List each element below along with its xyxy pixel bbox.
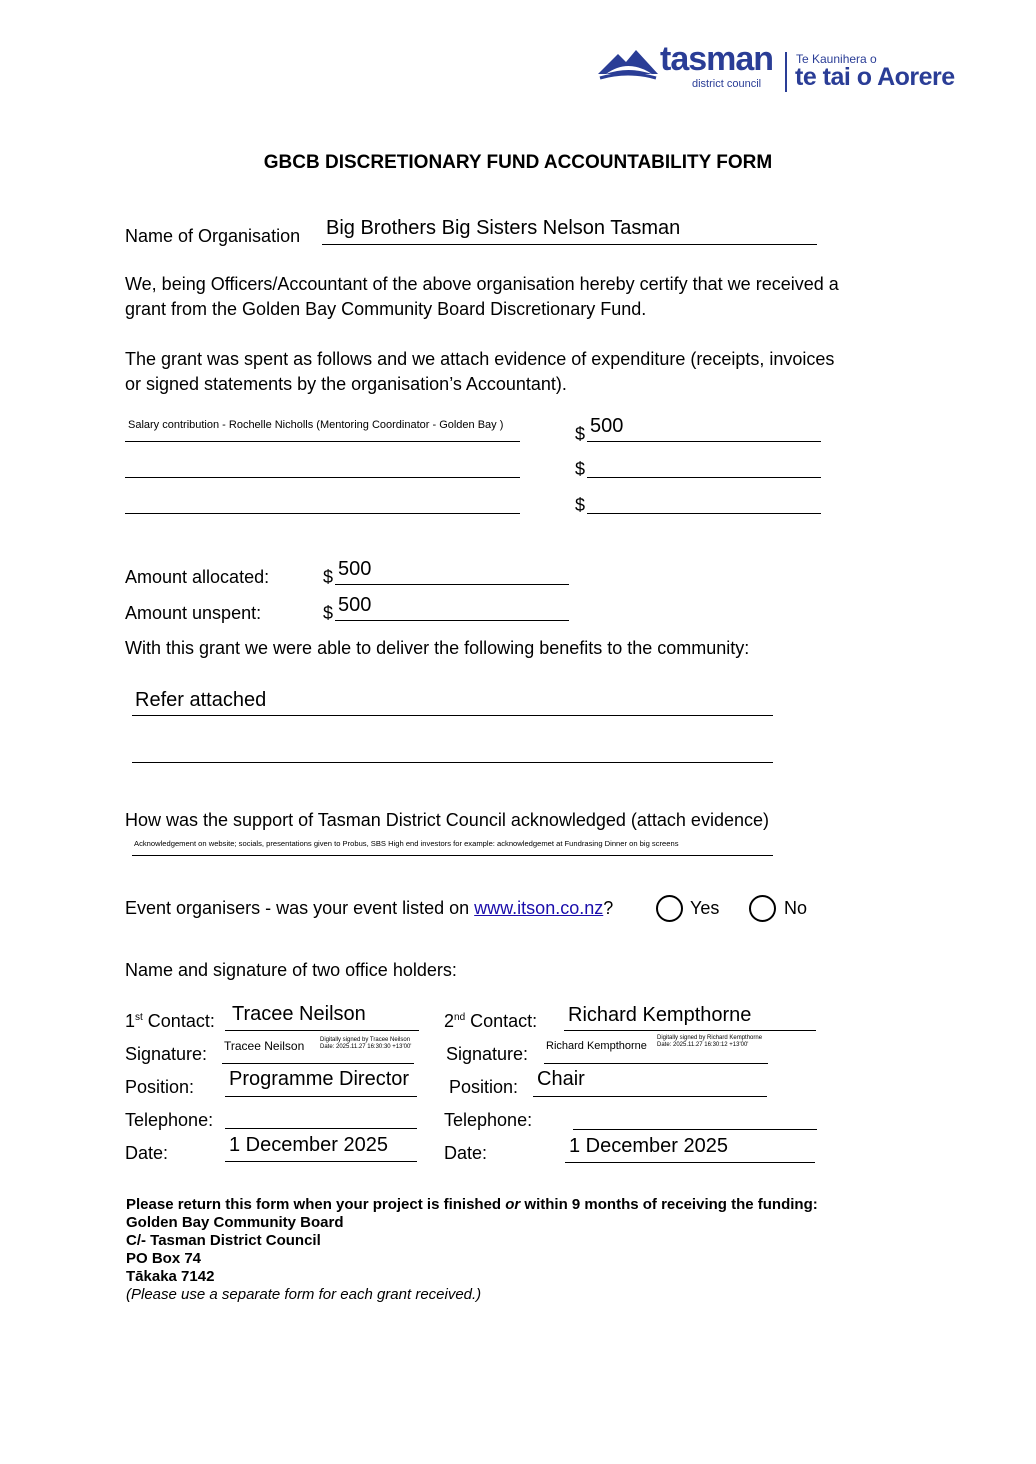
contact-1-name[interactable]: Tracee Neilson — [232, 1003, 366, 1025]
contact-2-date[interactable]: 1 December 2025 — [569, 1135, 728, 1157]
contact-2-position-label: Position: — [449, 1077, 519, 1097]
contact-1-label: 1st Contact: — [125, 1011, 215, 1031]
unspent-dollar: $ — [323, 603, 334, 623]
contact-1-signature-label: Signature: — [125, 1044, 208, 1064]
return-instructions — [126, 1196, 818, 1304]
expense-amount-line-2 — [587, 477, 821, 478]
spent-line-2: or signed statements by the organisation’s Accountant). — [125, 374, 567, 394]
contact-2-signature[interactable]: Richard Kempthorne — [546, 1040, 647, 1052]
itson-link[interactable]: www.itson.co.nz — [474, 898, 604, 918]
address-line-2: C/- Tasman District Council — [126, 1232, 321, 1249]
no-label: No — [784, 898, 808, 918]
allocated-underline — [335, 584, 569, 585]
unspent-label: Amount unspent: — [125, 603, 262, 623]
org-value[interactable]: Big Brothers Big Sisters Nelson Tasman — [326, 217, 681, 239]
contact-1-date-line — [225, 1161, 417, 1162]
expense-description-line-3 — [125, 513, 520, 514]
contact-1-date-label: Date: — [125, 1143, 169, 1163]
contact-1-signature-note: Digitally signed by Tracee Neilson Date: 2025.11.27 16:30:30 +13'00' — [320, 1037, 412, 1050]
contact-2-signature-line — [544, 1063, 768, 1064]
holders-label: Name and signature of two office holders: — [125, 960, 457, 980]
contact-2-signature-label: Signature: — [446, 1044, 529, 1064]
expense-description-line-2 — [125, 477, 520, 478]
contact-1-position[interactable]: Programme Director — [229, 1068, 410, 1090]
expense-amount-line-1 — [587, 441, 821, 442]
mountain-logo-icon — [596, 40, 660, 82]
logo-maori-name: te tai o Aorere — [795, 63, 955, 91]
contact-1-signature-line — [222, 1063, 414, 1064]
contact-1-date[interactable]: 1 December 2025 — [229, 1134, 388, 1156]
expense-dollar-1: $ — [575, 424, 586, 444]
expense-dollar-2: $ — [575, 459, 586, 479]
contact-1-signature[interactable]: Tracee Neilson — [224, 1039, 305, 1053]
logo-district-council: district council — [692, 78, 762, 90]
contact-2-date-line — [565, 1162, 815, 1163]
return-heading: Please return this form when your project is finished or within 9 months of receiving the funding: — [126, 1196, 818, 1213]
expense-description-1[interactable]: Salary contribution - Rochelle Nicholls (Mentoring Coordinator - Golden Bay ) — [128, 419, 504, 431]
separate-form-note: (Please use a separate form for each grant received.) — [126, 1286, 482, 1303]
contact-1-telephone-label: Telephone: — [125, 1110, 214, 1130]
form-title: GBCB DISCRETIONARY FUND ACCOUNTABILITY FORM — [263, 152, 773, 173]
unspent-value[interactable]: 500 — [338, 594, 372, 616]
event-question-mark: ? — [603, 898, 614, 918]
address-line-4: Tākaka 7142 — [126, 1268, 215, 1285]
address-line-1: Golden Bay Community Board — [126, 1214, 344, 1231]
address-line-3: PO Box 74 — [126, 1250, 202, 1267]
expense-description-line-1 — [125, 441, 520, 442]
unspent-underline — [335, 620, 569, 621]
contact-1-telephone-line — [225, 1128, 417, 1129]
allocated-value[interactable]: 500 — [338, 558, 372, 580]
certify-line-1: We, being Officers/Accountant of the above organisation hereby certify that we received a — [125, 274, 839, 294]
event-question-text: Event organisers - was your event listed on — [125, 898, 475, 918]
benefits-label: With this grant we were able to deliver the following benefits to the community: — [125, 638, 750, 658]
certify-line-2: grant from the Golden Bay Community Board Discretionary Fund. — [125, 299, 647, 319]
contact-2-telephone-line — [573, 1129, 817, 1130]
logo-divider — [785, 52, 787, 92]
logo-maori-small: Te Kaunihera o — [796, 52, 877, 66]
contact-2-label: 2nd Contact: — [444, 1011, 538, 1031]
acknowledged-label: How was the support of Tasman District Council acknowledged (attach evidence) — [125, 810, 769, 830]
event-question — [125, 898, 613, 919]
contact-2-signature-note: Digitally signed by Richard Kempthorne Date: 2025.11.27 16:30:12 +13'00' — [657, 1035, 763, 1048]
contact-1-name-line — [225, 1030, 419, 1031]
acknowledged-value[interactable]: Acknowledgement on website; socials, presentations given to Probus, SBS High end investors for example: acknowledgemet at Fundrasing Dinner on big screens — [134, 839, 679, 848]
yes-radio[interactable] — [656, 895, 683, 922]
spent-line-1: The grant was spent as follows and we attach evidence of expenditure (receipts, invoices — [125, 349, 835, 369]
contact-2-name-line — [564, 1030, 816, 1031]
logo-tasman: tasman — [660, 40, 774, 78]
allocated-label: Amount allocated: — [125, 567, 270, 587]
expense-amount-line-3 — [587, 513, 821, 514]
expense-dollar-3: $ — [575, 495, 586, 515]
yes-label: Yes — [690, 898, 720, 918]
allocated-dollar: $ — [323, 567, 334, 587]
contact-2-date-label: Date: — [444, 1143, 488, 1163]
expense-amount-1[interactable]: 500 — [590, 415, 624, 437]
contact-2-position[interactable]: Chair — [537, 1068, 585, 1090]
org-label: Name of Organisation — [125, 226, 301, 246]
org-underline — [322, 244, 817, 245]
contact-1-position-label: Position: — [125, 1077, 195, 1097]
acknowledged-underline — [132, 855, 773, 856]
benefits-underline-2 — [132, 762, 773, 763]
contact-2-position-line — [533, 1096, 767, 1097]
no-radio[interactable] — [749, 895, 776, 922]
contact-1-position-line — [225, 1096, 417, 1097]
contact-2-name[interactable]: Richard Kempthorne — [568, 1004, 752, 1026]
benefits-value[interactable]: Refer attached — [135, 689, 267, 711]
benefits-underline-1 — [132, 715, 773, 716]
contact-2-telephone-label: Telephone: — [444, 1110, 533, 1130]
